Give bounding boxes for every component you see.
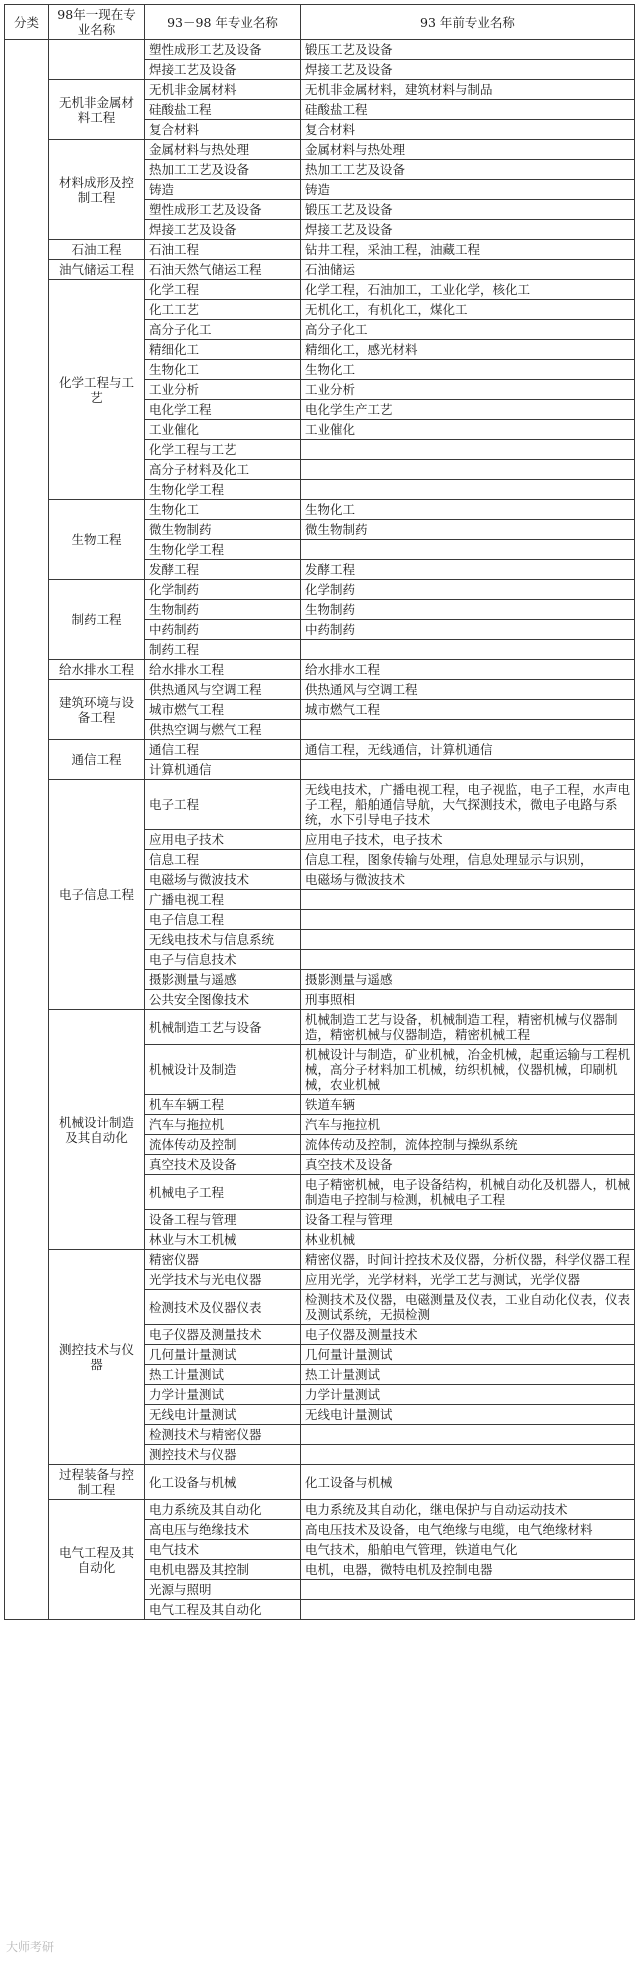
- major-93-98-cell: 化工设备与机械: [145, 1465, 301, 1500]
- major-pre-93-cell: 钻井工程，采油工程，油藏工程: [301, 240, 635, 260]
- major-pre-93-cell: [301, 460, 635, 480]
- major-93-98-cell: 化学制药: [145, 580, 301, 600]
- major-93-98-cell: 真空技术及设备: [145, 1155, 301, 1175]
- major-pre-93-cell: 电力系统及其自动化，继电保护与自动运动技术: [301, 1500, 635, 1520]
- major-pre-93-cell: 锻压工艺及设备: [301, 40, 635, 60]
- major-93-98-cell: 电子仪器及测量技术: [145, 1325, 301, 1345]
- major-93-98-cell: 信息工程: [145, 850, 301, 870]
- major-93-98-cell: 石油工程: [145, 240, 301, 260]
- major-pre-93-cell: 力学计量测试: [301, 1385, 635, 1405]
- major-93-98-cell: 城市燃气工程: [145, 700, 301, 720]
- major-pre-93-cell: 城市燃气工程: [301, 700, 635, 720]
- major-93-98-cell: 塑性成形工艺及设备: [145, 200, 301, 220]
- major-93-98-cell: 化学工程: [145, 280, 301, 300]
- header-pre-93-name: 93 年前专业名称: [301, 5, 635, 40]
- major-93-98-cell: 生物化学工程: [145, 480, 301, 500]
- table-row: [5, 260, 635, 280]
- major-93-98-cell: 测控技术与仪器: [145, 1445, 301, 1465]
- table-row: [5, 680, 635, 700]
- major-pre-93-cell: 机械制造工艺与设备，机械制造工程，精密机械与仪器制造，精密机械与仪器制造，精密机械工程: [301, 1010, 635, 1045]
- major-pre-93-cell: [301, 640, 635, 660]
- table-row: [5, 1465, 635, 1500]
- major-pre-93-cell: 电气技术，船舶电气管理，铁道电气化: [301, 1540, 635, 1560]
- major-93-98-cell: 电子与信息技术: [145, 950, 301, 970]
- major-pre-93-cell: 高电压技术及设备，电气绝缘与电缆，电气绝缘材料: [301, 1520, 635, 1540]
- major-pre-93-cell: 汽车与拖拉机: [301, 1115, 635, 1135]
- major-93-98-cell: 工业催化: [145, 420, 301, 440]
- major-pre-93-cell: 工业催化: [301, 420, 635, 440]
- major-93-98-cell: 几何量计量测试: [145, 1345, 301, 1365]
- major-pre-93-cell: 生物化工: [301, 500, 635, 520]
- major-pre-93-cell: 信息工程，图象传输与处理，信息处理显示与识别，: [301, 850, 635, 870]
- major-pre-93-cell: 工业分析: [301, 380, 635, 400]
- major-93-98-cell: 机械制造工艺与设备: [145, 1010, 301, 1045]
- header-row: [5, 5, 635, 40]
- major-pre-93-cell: 电子精密机械，电子设备结构，机械自动化及机器人，机械制造电子控制与检测，机械电子工程: [301, 1175, 635, 1210]
- major-93-98-cell: 检测技术及仪器仪表: [145, 1290, 301, 1325]
- major-93-98-cell: 高分子化工: [145, 320, 301, 340]
- current-major-cell: 电子信息工程: [49, 780, 145, 1010]
- current-major-cell: 通信工程: [49, 740, 145, 780]
- major-pre-93-cell: 电子仪器及测量技术: [301, 1325, 635, 1345]
- major-pre-93-cell: [301, 1600, 635, 1620]
- major-93-98-cell: 计算机通信: [145, 760, 301, 780]
- watermark: 大师考研: [6, 1940, 55, 1954]
- major-pre-93-cell: 化工设备与机械: [301, 1465, 635, 1500]
- table-row: [5, 1500, 635, 1520]
- major-93-98-cell: 电气工程及其自动化: [145, 1600, 301, 1620]
- current-major-cell: 油气储运工程: [49, 260, 145, 280]
- major-93-98-cell: 流体传动及控制: [145, 1135, 301, 1155]
- major-pre-93-cell: [301, 540, 635, 560]
- table-row: [5, 1010, 635, 1045]
- table-row: [5, 580, 635, 600]
- major-pre-93-cell: 焊接工艺及设备: [301, 60, 635, 80]
- major-93-98-cell: 力学计量测试: [145, 1385, 301, 1405]
- major-93-98-cell: 设备工程与管理: [145, 1210, 301, 1230]
- current-major-cell: 无机非金属材料工程: [49, 80, 145, 140]
- current-major-cell: 建筑环境与设备工程: [49, 680, 145, 740]
- table-row: [5, 140, 635, 160]
- table-row: [5, 240, 635, 260]
- major-93-98-cell: 给水排水工程: [145, 660, 301, 680]
- major-pre-93-cell: 通信工程，无线通信，计算机通信: [301, 740, 635, 760]
- major-93-98-cell: 复合材料: [145, 120, 301, 140]
- major-pre-93-cell: [301, 1425, 635, 1445]
- major-pre-93-cell: 硅酸盐工程: [301, 100, 635, 120]
- major-93-98-cell: 无线电技术与信息系统: [145, 930, 301, 950]
- current-major-cell: 生物工程: [49, 500, 145, 580]
- major-93-98-cell: 热加工工艺及设备: [145, 160, 301, 180]
- major-pre-93-cell: [301, 950, 635, 970]
- major-pre-93-cell: 热加工工艺及设备: [301, 160, 635, 180]
- header-current-name: 98年一现在专业名称: [49, 5, 145, 40]
- major-pre-93-cell: 电磁场与微波技术: [301, 870, 635, 890]
- table-body: [5, 40, 635, 1620]
- major-93-98-cell: 生物化学工程: [145, 540, 301, 560]
- category-cell: [5, 40, 49, 1620]
- major-pre-93-cell: 无线电计量测试: [301, 1405, 635, 1425]
- major-pre-93-cell: 铁道车辆: [301, 1095, 635, 1115]
- major-pre-93-cell: 生物制药: [301, 600, 635, 620]
- table-row: [5, 740, 635, 760]
- major-pre-93-cell: 复合材料: [301, 120, 635, 140]
- major-pre-93-cell: 电机，电器，微特电机及控制电器: [301, 1560, 635, 1580]
- major-pre-93-cell: 电化学生产工艺: [301, 400, 635, 420]
- major-pre-93-cell: [301, 890, 635, 910]
- major-93-98-cell: 电子信息工程: [145, 910, 301, 930]
- major-pre-93-cell: 供热通风与空调工程: [301, 680, 635, 700]
- major-93-98-cell: 电子工程: [145, 780, 301, 830]
- major-pre-93-cell: 给水排水工程: [301, 660, 635, 680]
- major-93-98-cell: 通信工程: [145, 740, 301, 760]
- major-93-98-cell: 机车车辆工程: [145, 1095, 301, 1115]
- major-93-98-cell: 塑性成形工艺及设备: [145, 40, 301, 60]
- major-pre-93-cell: 高分子化工: [301, 320, 635, 340]
- current-major-cell: 制药工程: [49, 580, 145, 660]
- major-pre-93-cell: 流体传动及控制，流体控制与操纵系统: [301, 1135, 635, 1155]
- major-93-98-cell: 焊接工艺及设备: [145, 220, 301, 240]
- major-93-98-cell: 发酵工程: [145, 560, 301, 580]
- major-pre-93-cell: 检测技术及仪器，电磁测量及仪表，工业自动化仪表，仪表及测试系统，无损检测: [301, 1290, 635, 1325]
- major-pre-93-cell: 焊接工艺及设备: [301, 220, 635, 240]
- major-pre-93-cell: 化学工程，石油加工，工业化学，核化工: [301, 280, 635, 300]
- major-93-98-cell: 微生物制药: [145, 520, 301, 540]
- current-major-cell: 电气工程及其自动化: [49, 1500, 145, 1620]
- major-93-98-cell: 机械电子工程: [145, 1175, 301, 1210]
- major-pre-93-cell: 设备工程与管理: [301, 1210, 635, 1230]
- major-pre-93-cell: 石油储运: [301, 260, 635, 280]
- table-row: [5, 660, 635, 680]
- current-major-cell: 机械设计制造及其自动化: [49, 1010, 145, 1250]
- major-93-98-cell: 光学技术与光电仪器: [145, 1270, 301, 1290]
- header-category: 分类: [5, 5, 49, 40]
- major-93-98-cell: 精密仪器: [145, 1250, 301, 1270]
- major-pre-93-cell: [301, 440, 635, 460]
- major-pre-93-cell: [301, 760, 635, 780]
- major-93-98-cell: 化工工艺: [145, 300, 301, 320]
- major-93-98-cell: 生物化工: [145, 500, 301, 520]
- major-93-98-cell: 高分子材料及化工: [145, 460, 301, 480]
- major-pre-93-cell: 几何量计量测试: [301, 1345, 635, 1365]
- major-pre-93-cell: 微生物制药: [301, 520, 635, 540]
- document-page: [4, 4, 634, 1620]
- major-93-98-cell: 金属材料与热处理: [145, 140, 301, 160]
- major-93-98-cell: 高电压与绝缘技术: [145, 1520, 301, 1540]
- major-pre-93-cell: 无机非金属材料，建筑材料与制品: [301, 80, 635, 100]
- major-pre-93-cell: 生物化工: [301, 360, 635, 380]
- header-93-98-name: 93－98 年专业名称: [145, 5, 301, 40]
- major-pre-93-cell: 真空技术及设备: [301, 1155, 635, 1175]
- current-major-cell: 石油工程: [49, 240, 145, 260]
- major-pre-93-cell: 热工计量测试: [301, 1365, 635, 1385]
- major-93-98-cell: 供热空调与燃气工程: [145, 720, 301, 740]
- major-pre-93-cell: 精密仪器，时间计控技术及仪器，分析仪器，科学仪器工程: [301, 1250, 635, 1270]
- major-93-98-cell: 公共安全图像技术: [145, 990, 301, 1010]
- table-row: [5, 780, 635, 830]
- major-93-98-cell: 供热通风与空调工程: [145, 680, 301, 700]
- current-major-cell: 给水排水工程: [49, 660, 145, 680]
- major-pre-93-cell: 摄影测量与遥感: [301, 970, 635, 990]
- major-93-98-cell: 应用电子技术: [145, 830, 301, 850]
- major-93-98-cell: 光源与照明: [145, 1580, 301, 1600]
- major-93-98-cell: 热工计量测试: [145, 1365, 301, 1385]
- major-pre-93-cell: [301, 1580, 635, 1600]
- major-pre-93-cell: 林业机械: [301, 1230, 635, 1250]
- major-93-98-cell: 检测技术与精密仪器: [145, 1425, 301, 1445]
- major-pre-93-cell: [301, 480, 635, 500]
- major-93-98-cell: 工业分析: [145, 380, 301, 400]
- major-pre-93-cell: 机械设计与制造，矿业机械，冶金机械，起重运输与工程机械，高分子材料加工机械，纺织机械，仪器机械，印刷机械，农业机械: [301, 1045, 635, 1095]
- current-major-cell: 过程装备与控制工程: [49, 1465, 145, 1500]
- major-pre-93-cell: [301, 720, 635, 740]
- table-row: [5, 280, 635, 300]
- major-93-98-cell: 生物制药: [145, 600, 301, 620]
- major-pre-93-cell: 精细化工，感光材料: [301, 340, 635, 360]
- major-93-98-cell: 无机非金属材料: [145, 80, 301, 100]
- major-93-98-cell: 机械设计及制造: [145, 1045, 301, 1095]
- major-pre-93-cell: [301, 930, 635, 950]
- major-pre-93-cell: 无线电技术，广播电视工程，电子视监，电子工程，水声电子工程，船舶通信导航，大气探测技术，微电子电路与系统，水下引导电子技术: [301, 780, 635, 830]
- major-93-98-cell: 精细化工: [145, 340, 301, 360]
- major-93-98-cell: 电气技术: [145, 1540, 301, 1560]
- major-93-98-cell: 林业与木工机械: [145, 1230, 301, 1250]
- current-major-cell: 测控技术与仪器: [49, 1250, 145, 1465]
- current-major-cell: 材料成形及控制工程: [49, 140, 145, 240]
- major-pre-93-cell: 铸造: [301, 180, 635, 200]
- major-pre-93-cell: 化学制药: [301, 580, 635, 600]
- major-pre-93-cell: 刑事照相: [301, 990, 635, 1010]
- major-93-98-cell: 化学工程与工艺: [145, 440, 301, 460]
- major-pre-93-cell: [301, 1445, 635, 1465]
- major-93-98-cell: 焊接工艺及设备: [145, 60, 301, 80]
- major-pre-93-cell: 金属材料与热处理: [301, 140, 635, 160]
- major-93-98-cell: 电化学工程: [145, 400, 301, 420]
- current-major-cell: 化学工程与工艺: [49, 280, 145, 500]
- major-93-98-cell: 无线电计量测试: [145, 1405, 301, 1425]
- major-93-98-cell: 汽车与拖拉机: [145, 1115, 301, 1135]
- major-pre-93-cell: 应用电子技术，电子技术: [301, 830, 635, 850]
- major-pre-93-cell: 无机化工，有机化工，煤化工: [301, 300, 635, 320]
- major-93-98-cell: 电力系统及其自动化: [145, 1500, 301, 1520]
- table-row: [5, 500, 635, 520]
- table-row: [5, 1250, 635, 1270]
- major-93-98-cell: 铸造: [145, 180, 301, 200]
- major-93-98-cell: 电机电器及其控制: [145, 1560, 301, 1580]
- major-93-98-cell: 石油天然气储运工程: [145, 260, 301, 280]
- major-93-98-cell: 电磁场与微波技术: [145, 870, 301, 890]
- table-row: [5, 80, 635, 100]
- major-93-98-cell: 硅酸盐工程: [145, 100, 301, 120]
- major-93-98-cell: 制药工程: [145, 640, 301, 660]
- major-93-98-cell: 中药制药: [145, 620, 301, 640]
- table-row: [5, 40, 635, 60]
- major-93-98-cell: 广播电视工程: [145, 890, 301, 910]
- major-pre-93-cell: 应用光学，光学材料，光学工艺与测试，光学仪器: [301, 1270, 635, 1290]
- major-93-98-cell: 摄影测量与遥感: [145, 970, 301, 990]
- major-pre-93-cell: 发酵工程: [301, 560, 635, 580]
- major-pre-93-cell: 中药制药: [301, 620, 635, 640]
- major-pre-93-cell: [301, 910, 635, 930]
- major-pre-93-cell: 锻压工艺及设备: [301, 200, 635, 220]
- major-93-98-cell: 生物化工: [145, 360, 301, 380]
- current-major-cell: [49, 40, 145, 80]
- major-name-table: [4, 4, 635, 1620]
